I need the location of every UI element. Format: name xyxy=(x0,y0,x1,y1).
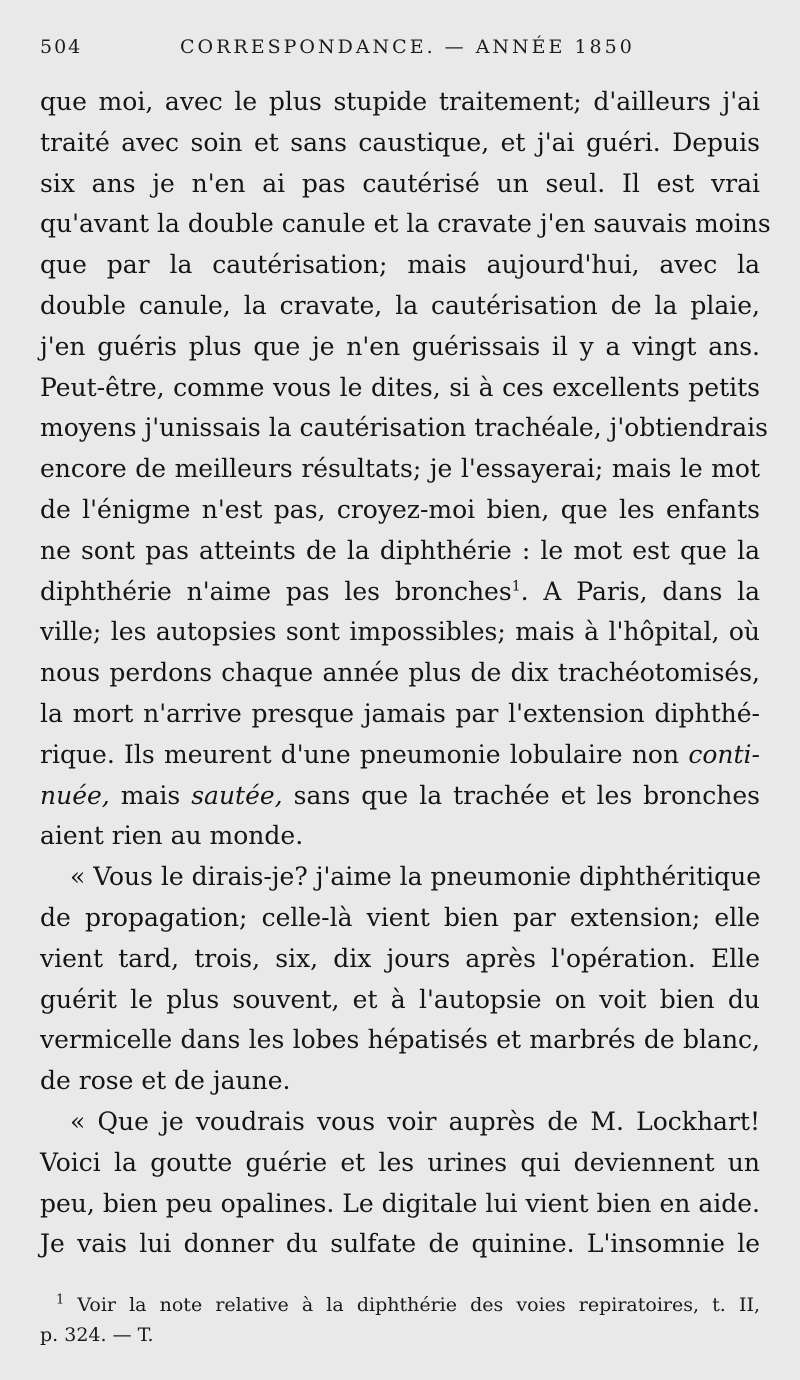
text-line: encore de meilleurs résultats; je l'essayerai; mais le mot xyxy=(40,454,760,484)
text-line-with-footnote-ref xyxy=(40,572,760,613)
italic-word: sautée, xyxy=(191,780,283,810)
italic-word: nuée, xyxy=(40,780,110,810)
text-line: six ans je n'en ai pas cautérisé un seul. Il est vrai xyxy=(40,168,760,198)
text-line: vermicelle dans les lobes hépatisés et marbrés de blanc, xyxy=(40,1025,760,1055)
footnote-text: Voir la note relative à la diphthérie des voies repiratoires, t. II, xyxy=(77,1294,760,1316)
footnote-reference: 1 xyxy=(511,578,521,595)
text-line: vient tard, trois, six, dix jours après l'opération. Elle xyxy=(40,943,760,973)
text-line: la mort n'arrive presque jamais par l'extension diphthé- xyxy=(40,698,760,728)
text-line-with-italic xyxy=(40,735,760,776)
text-line: moyens j'unissais la cautérisation trachéale, j'obtiendrais xyxy=(40,413,768,443)
text-line: aient rien au monde. xyxy=(40,821,304,851)
text-segment: diphthérie n'aime pas les bronches xyxy=(40,576,512,606)
main-text xyxy=(40,82,771,1265)
text-line: nous perdons chaque année plus de dix trachéotomisés, xyxy=(40,658,760,688)
text-segment: sans que la trachée et les bronches xyxy=(282,780,760,810)
text-line: peu, bien peu opalines. Le digitale lui vient bien en aide. xyxy=(40,1188,760,1218)
text-line: guérit le plus souvent, et à l'autopsie on voit bien du xyxy=(40,984,760,1014)
text-line: Voici la goutte guérie et les urines qui deviennent un xyxy=(40,1147,760,1177)
text-segment: . A Paris, dans la xyxy=(520,576,761,606)
text-line: Je vais lui donner du sulfate de quinine. L'insomnie le xyxy=(40,1229,760,1259)
text-line-paragraph-start: « Vous le dirais-je? j'aime la pneumonie diphthéritique xyxy=(70,862,762,892)
text-line: j'en guéris plus que je n'en guérissais il y a vingt ans. xyxy=(40,331,760,361)
text-line: de rose et de jaune. xyxy=(40,1066,291,1096)
text-segment: mais xyxy=(109,780,192,810)
footnote-line: p. 324. — T. xyxy=(40,1324,154,1346)
italic-word: conti- xyxy=(688,739,760,769)
text-line: traité avec soin et sans caustique, et j'ai guéri. Depuis xyxy=(40,127,760,157)
text-line-with-italic xyxy=(40,776,760,817)
running-title: CORRESPONDANCE. — ANNÉE 1850 xyxy=(180,36,635,58)
text-line: Peut-être, comme vous le dites, si à ces excellents petits xyxy=(40,372,760,402)
text-segment: rique. Ils meurent d'une pneumonie lobulaire non xyxy=(40,739,680,769)
text-line: qu'avant la double canule et la cravate j'en sauvais moins xyxy=(40,209,771,239)
page-number: 504 xyxy=(40,36,83,58)
text-line: de l'énigme n'est pas, croyez-moi bien, que les enfants xyxy=(40,494,760,524)
text-line: que par la cautérisation; mais aujourd'hui, avec la xyxy=(40,250,760,280)
running-head xyxy=(40,30,760,70)
footnote xyxy=(40,1290,760,1350)
text-line: que moi, avec le plus stupide traitement; d'ailleurs j'ai xyxy=(40,87,760,116)
text-line: double canule, la cravate, la cautérisation de la plaie, xyxy=(40,290,760,320)
text-line: de propagation; celle-là vient bien par extension; elle xyxy=(40,902,760,932)
footnote-line xyxy=(40,1290,760,1320)
text-line: ville; les autopsies sont impossibles; mais à l'hôpital, où xyxy=(40,617,760,647)
text-line: ne sont pas atteints de la diphthérie : le mot est que la xyxy=(40,535,760,565)
footnote-marker: 1 xyxy=(56,1292,65,1308)
text-line-paragraph-start: « Que je voudrais vous voir auprès de M. Lockhart! xyxy=(70,1106,760,1136)
